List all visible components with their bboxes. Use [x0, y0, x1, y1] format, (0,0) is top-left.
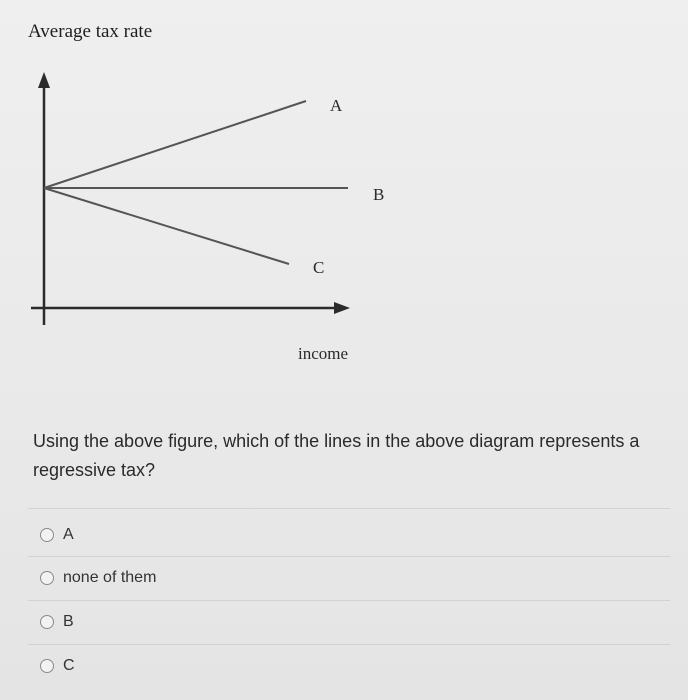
x-axis-arrowhead — [334, 302, 350, 314]
option-c[interactable] — [40, 655, 75, 677]
x-axis-label: income — [298, 344, 349, 363]
figure-title: Average tax rate — [28, 21, 153, 42]
option-label: A — [63, 526, 74, 543]
y-axis-arrowhead — [38, 72, 50, 88]
question-text: Using the above figure, which of the lines in the above diagram represents a regressive tax? — [33, 431, 640, 480]
line-a — [44, 101, 306, 188]
radio-button[interactable] — [40, 528, 54, 542]
option-label: B — [63, 613, 74, 630]
radio-button[interactable] — [40, 571, 54, 585]
divider — [28, 644, 670, 645]
radio-button[interactable] — [40, 659, 54, 673]
option-label: none of them — [63, 569, 157, 586]
divider — [28, 556, 670, 557]
option-label: C — [63, 657, 75, 674]
option-b[interactable] — [40, 611, 74, 633]
label-a: A — [330, 96, 343, 115]
label-c: C — [313, 258, 325, 277]
option-a[interactable] — [40, 524, 74, 546]
line-c — [44, 188, 289, 264]
label-b: B — [373, 185, 385, 204]
radio-button[interactable] — [40, 615, 54, 629]
divider — [28, 508, 670, 509]
option-none-of-them[interactable] — [40, 567, 156, 589]
divider — [28, 600, 670, 601]
